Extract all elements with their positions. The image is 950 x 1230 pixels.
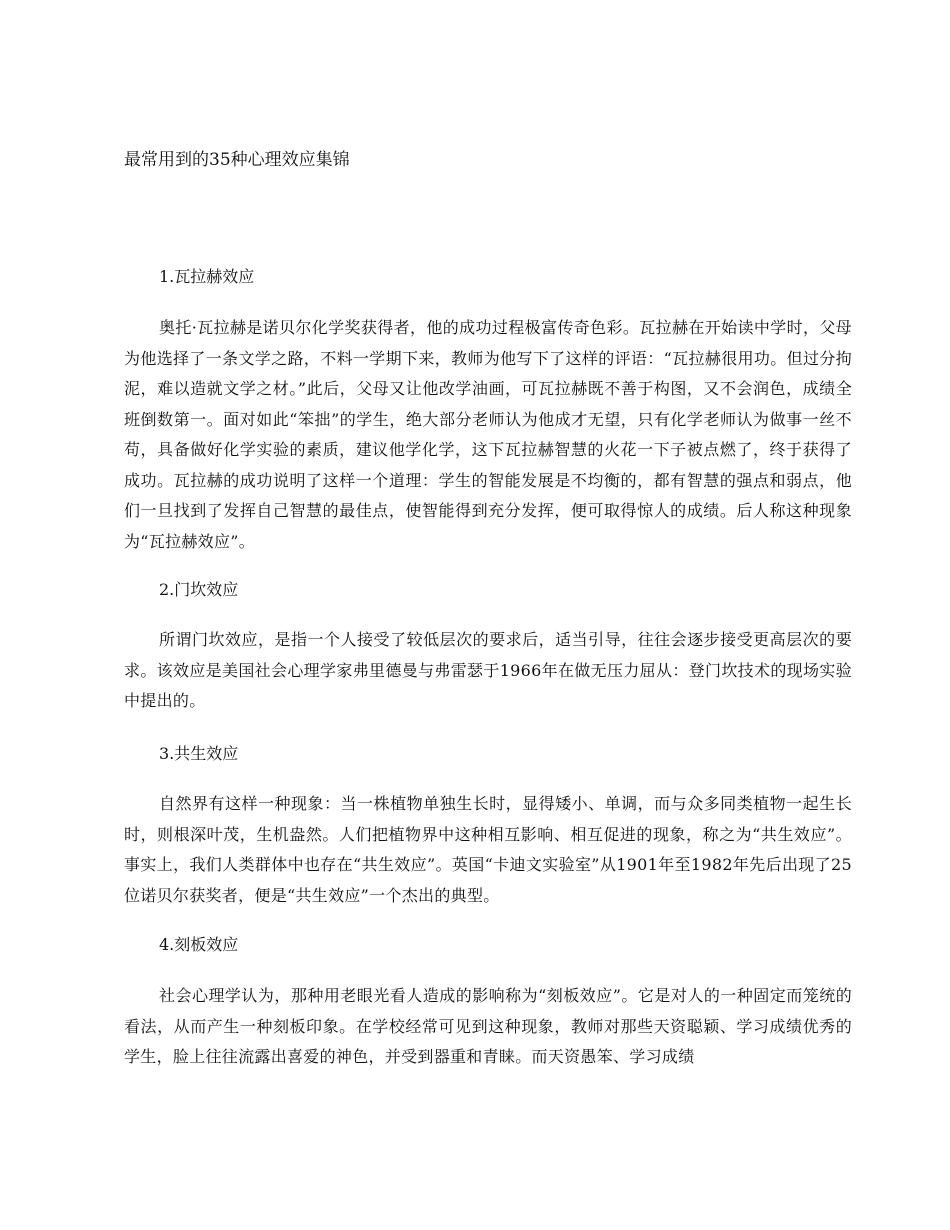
section-heading: 3.共生效应 [159, 744, 239, 763]
section-paragraph: 自然界有这样一种现象：当一株植物单独生长时，显得矮小、单调，而与众多同类植物一起生长时，则根深叶茂，生机盎然。人们把植物界中这种相互影响、相互促进的现象，称之为“共生效应”。事实上，我们人类群体中也存在“共生效应”。英国“卡迪文实验室”从1901年至1982年先后出现了25位诺贝尔获奖者，便是“共生效应”一个杰出的典型。 [124, 794, 852, 905]
section-heading: 4.刻板效应 [159, 935, 239, 954]
section-paragraph: 奥托·瓦拉赫是诺贝尔化学奖获得者，他的成功过程极富传奇色彩。瓦拉赫在开始读中学时，父母为他选择了一条文学之路，不料一学期下来，教师为他写下了这样的评语：“瓦拉赫很用功。但过分拘泥，难以造就文学之材。”此后，父母又让他改学油画，可瓦拉赫既不善于构图，又不会润色，成绩全班倒数第一。面对如此“笨拙”的学生，绝大部分老师认为他成才无望，只有化学老师认为做事一丝不苟，具备做好化学实验的素质，建议他学化学，这下瓦拉赫智慧的火花一下子被点燃了，终于获得了成功。瓦拉赫的成功说明了这样一个道理：学生的智能发展是不均衡的，都有智慧的强点和弱点，他们一旦找到了发挥自己智慧的最佳点，使智能得到充分发挥，便可取得惊人的成绩。后人称这种现象为“瓦拉赫效应”。 [124, 318, 852, 551]
section-paragraph: 社会心理学认为，那种用老眼光看人造成的影响称为“刻板效应”。它是对人的一种固定而笼统的看法，从而产生一种刻板印象。在学校经常可见到这种现象，教师对那些天资聪颖、学习成绩优秀的学生，脸上往往流露出喜爱的神色，并受到器重和青睐。而天资愚笨、学习成绩 [124, 986, 852, 1066]
section-heading: 2.门坎效应 [159, 580, 239, 599]
section-paragraph: 所谓门坎效应，是指一个人接受了较低层次的要求后，适当引导，往往会逐步接受更高层次的要求。该效应是美国社会心理学家弗里德曼与弗雷瑟于1966年在做无压力屈从：登门坎技术的现场实验中提出的。 [124, 630, 852, 710]
section-heading: 1.瓦拉赫效应 [159, 267, 255, 286]
document-title: 最常用到的35种心理效应集锦 [124, 150, 350, 170]
